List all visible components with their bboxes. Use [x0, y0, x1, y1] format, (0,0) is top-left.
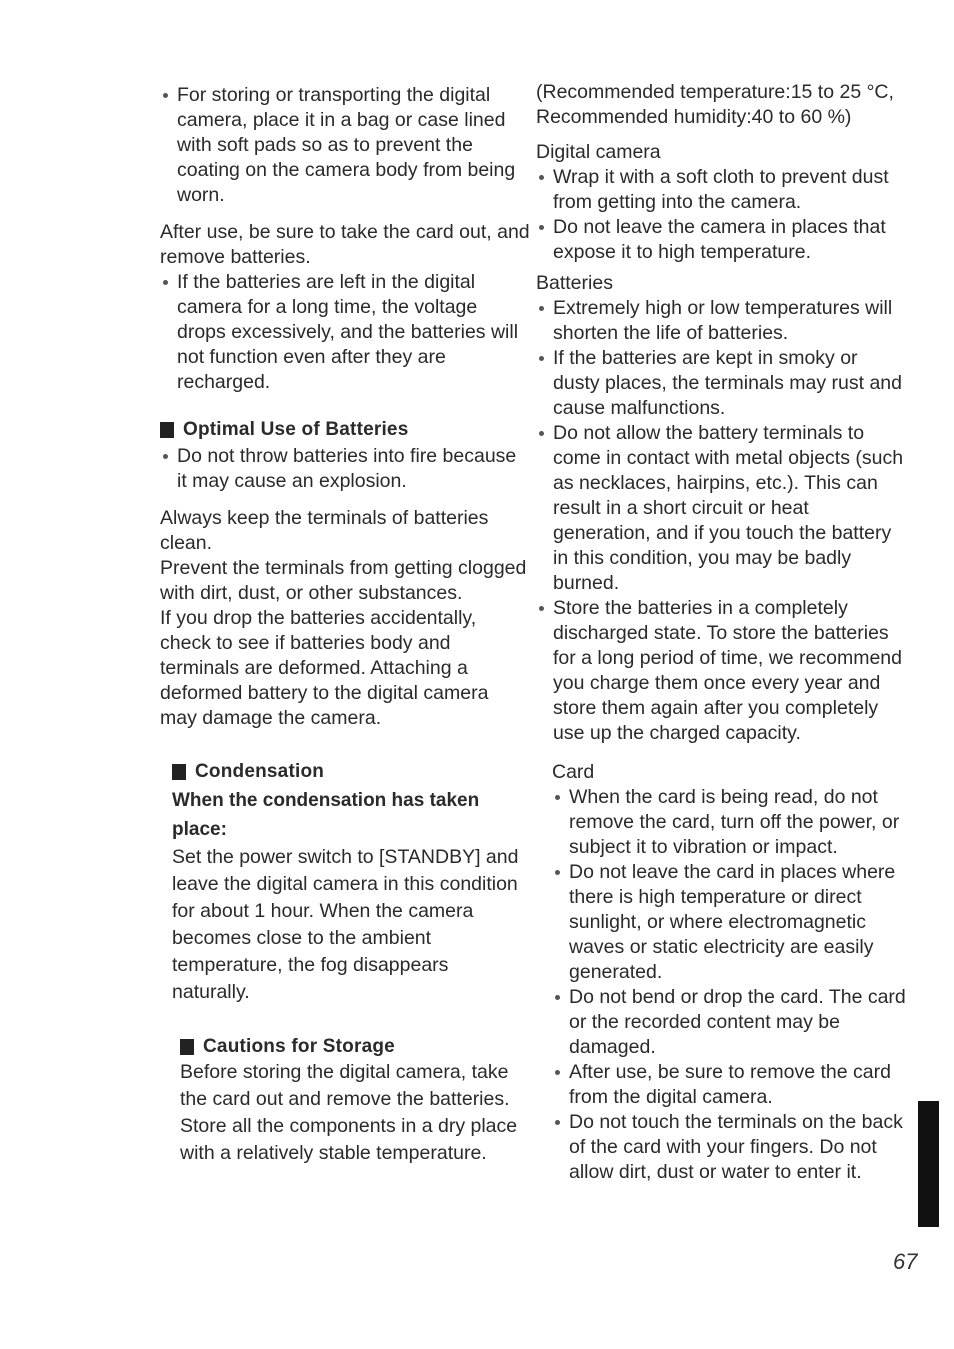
drop-batteries-paragraph: If you drop the batteries accidentally, check to see if batteries body and terminals are deformed. Attaching a deformed battery to the digital camera may damage the camera.	[160, 607, 489, 729]
digital-camera-label: Digital camera	[536, 141, 661, 163]
fire-bullet: Do not throw batteries into fire because it may cause an explosion.	[160, 444, 530, 494]
battery-bullet-3: Do not allow the battery terminals to come in contact with metal objects (such as necklaces, hairpins, etc.). This can result in a short circuit or heat generation, and if you touch the battery in this condition, you may be badly burned.	[536, 421, 908, 596]
storing-bullet: For storing or transporting the digital camera, place it in a bag or case lined with soft pads so as to prevent the coating on the camera body from being worn.	[160, 83, 530, 208]
card-section	[536, 760, 908, 1185]
after-use-paragraph: After use, be sure to take the card out, and remove batteries.	[160, 221, 530, 268]
section-marker-icon	[160, 422, 174, 438]
section-marker-icon	[180, 1039, 194, 1055]
camera-bullet-1: Wrap it with a soft cloth to prevent dust from getting into the camera.	[536, 165, 908, 215]
store-components-paragraph: Store all the components in a dry place with a relatively stable temperature.	[180, 1115, 518, 1164]
condensation-subheading: When the condensation has taken place:	[172, 790, 480, 840]
batteries-label: Batteries	[536, 272, 613, 294]
condensation-section	[160, 759, 530, 1006]
batteries-left-bullet: If the batteries are left in the digital camera for a long time, the voltage drops excessively, and the batteries will not function even after they are recharged.	[160, 270, 530, 395]
card-bullet-5: Do not touch the terminals on the back of the card with your fingers. Do not allow dirt, dust or water to enter it.	[552, 1110, 908, 1185]
optimal-batteries-heading: Optimal Use of Batteries	[160, 417, 530, 442]
terminals-clog-paragraph: Prevent the terminals from getting clogged with dirt, dust, or other substances.	[160, 557, 527, 604]
before-storing-paragraph: Before storing the digital camera, take the card out and remove the batteries.	[180, 1061, 510, 1110]
card-bullet-3: Do not bend or drop the card. The card or the recorded content may be damaged.	[552, 985, 908, 1060]
card-label: Card	[552, 761, 595, 783]
left-column	[160, 83, 530, 1167]
condensation-heading: Condensation	[172, 759, 530, 784]
card-bullet-2: Do not leave the card in places where there is high temperature or direct sunlight, or where electromagnetic waves or static electricity are easily generated.	[552, 860, 908, 985]
card-bullet-1: When the card is being read, do not remove the card, turn off the power, or subject it to vibration or impact.	[552, 785, 908, 860]
right-column	[536, 80, 908, 1185]
battery-bullet-2: If the batteries are kept in smoky or dusty places, the terminals may rust and cause malfunctions.	[536, 346, 908, 421]
page-number: 67	[893, 1249, 918, 1274]
card-bullet-4: After use, be sure to remove the card from the digital camera.	[552, 1060, 908, 1110]
terminals-clean-paragraph: Always keep the terminals of batteries clean.	[160, 507, 489, 554]
section-thumb-tab	[918, 1101, 939, 1227]
camera-bullet-2: Do not leave the camera in places that expose it to high temperature.	[536, 215, 908, 265]
battery-bullet-4: Store the batteries in a completely discharged state. To store the batteries for a long period of time, we recommend you charge them once every year and store them again after you completely use up the charged capacity.	[536, 596, 908, 746]
condensation-paragraph: Set the power switch to [STANDBY] and leave the digital camera in this condition for about 1 hour. When the camera becomes close to the ambient temperature, the fog disappears naturally.	[172, 846, 519, 1003]
battery-bullet-1: Extremely high or low temperatures will shorten the life of batteries.	[536, 296, 908, 346]
storage-section	[160, 1034, 530, 1167]
section-marker-icon	[172, 764, 186, 780]
storage-heading: Cautions for Storage	[180, 1034, 530, 1059]
recommended-conditions: (Recommended temperature:15 to 25 °C, Recommended humidity:40 to 60 %)	[536, 81, 894, 128]
